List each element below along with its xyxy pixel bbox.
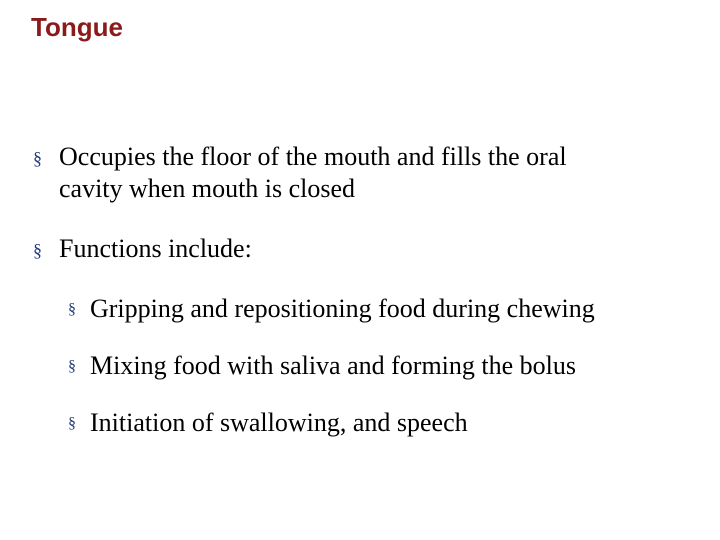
slide-title: Tongue — [31, 12, 123, 42]
sub-bullet-text: Initiation of swallowing, and speech — [90, 408, 468, 437]
section-sign-bullet-icon: § — [33, 240, 42, 260]
sub-bullet-text: Gripping and repositioning food during chewing — [90, 294, 595, 323]
sub-bullet-text: Mixing food with saliva and forming the bolus — [90, 351, 577, 380]
section-sign-bullet-icon: § — [68, 358, 76, 375]
bullet-text-line: Occupies the floor of the mouth and fills the oral — [59, 142, 567, 171]
section-sign-bullet-icon: § — [68, 301, 76, 318]
section-sign-bullet-icon: § — [68, 415, 76, 432]
bullet-item-occupies — [33, 141, 567, 205]
sub-bullet-item-mixing — [68, 350, 576, 382]
bullet-text-line: cavity when mouth is closed — [59, 174, 356, 203]
sub-bullet-item-initiation — [68, 407, 468, 439]
bullet-text-line: Functions include: — [59, 234, 252, 263]
bullet-item-functions — [33, 233, 252, 265]
sub-bullet-item-gripping — [68, 293, 595, 325]
section-sign-bullet-icon: § — [33, 148, 42, 168]
